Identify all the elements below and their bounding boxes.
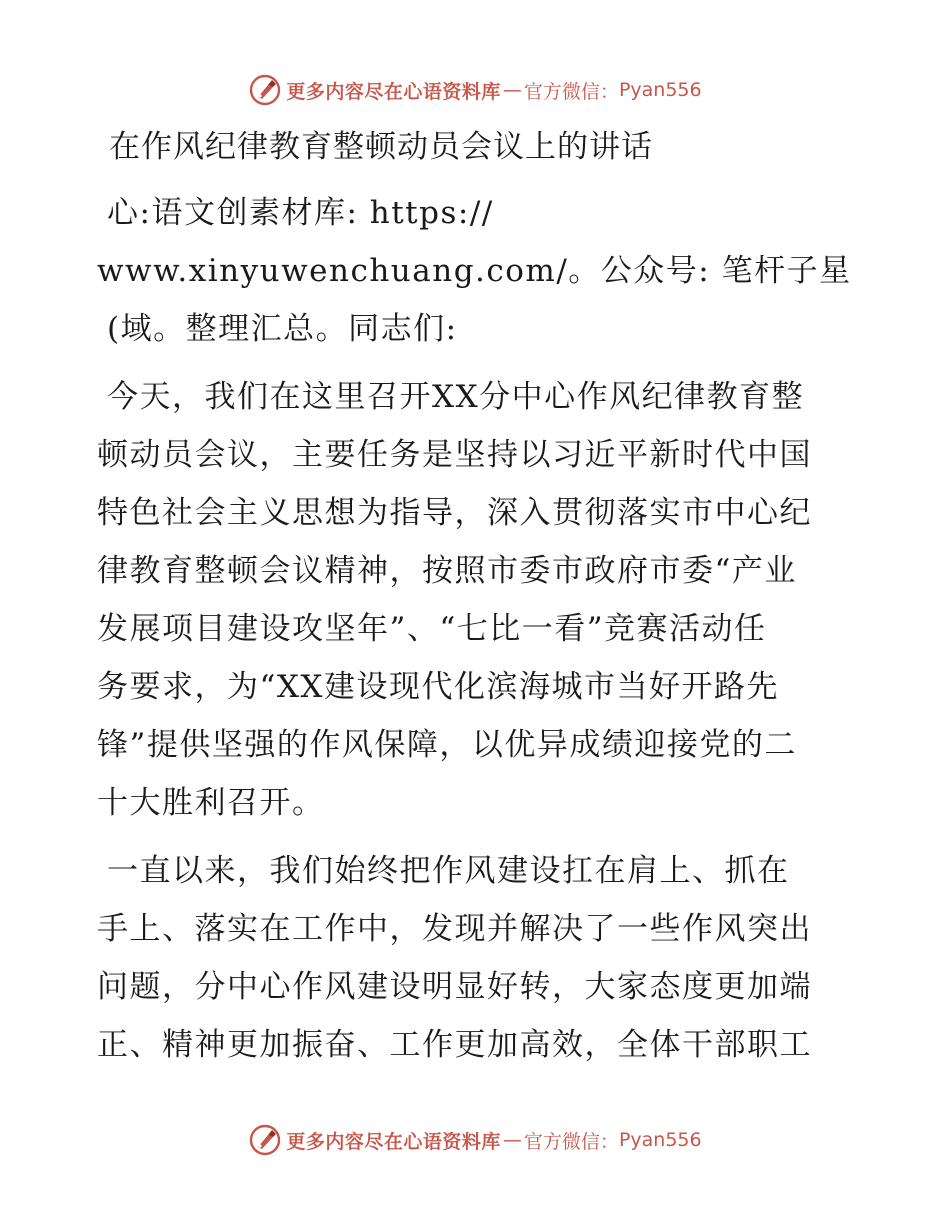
paragraph-line: 发展项目建设攻坚年”、“七比一看”竞赛活动任 [97,611,767,647]
paragraph-line: 顿动员会议，主要任务是坚持以习近平新时代中国 [97,437,812,473]
pen-nib-logo-icon [248,1123,282,1157]
intro-block [97,184,857,358]
paragraph-line: 今天，我们在这里召开XX分中心作风纪律教育整 [107,379,805,415]
paragraph-line: 一直以来，我们始终把作风建设扛在肩上、抓在 [107,853,790,889]
document-title: 在作风纪律教育整顿动员会议上的讲话 [109,129,653,165]
banner-wechat-id: Pyan556 [618,79,702,101]
banner-dash: — [502,79,522,101]
banner-slogan: 更多内容尽在心语资料库 [286,1130,501,1153]
header-banner [0,70,950,110]
intro-line: (域。整理汇总。同志们: [107,311,458,347]
paragraph-line: 特色社会主义思想为指导，深入贯彻落实市中心纪 [97,495,812,531]
paragraph-line: 正、精神更加振奋、工作更加高效，全体干部职工 [97,1027,812,1063]
document-body [97,120,857,1074]
banner-wechat-label: 官方微信： [523,80,619,103]
banner-wechat-id: Pyan556 [618,1129,702,1151]
footer-banner [0,1120,950,1160]
banner-dash: — [502,1129,522,1151]
paragraph-line: 手上、落实在工作中，发现并解决了一些作风突出 [97,911,812,947]
paragraph-2 [97,842,857,1074]
pen-nib-logo-icon [248,73,282,107]
paragraph-line: 问题，分中心作风建设明显好转，大家态度更加端 [97,969,812,1005]
paragraph-line: 锋”提供坚强的作风保障，以优异成绩迎接党的二 [97,727,797,763]
banner-slogan: 更多内容尽在心语资料库 [286,80,501,103]
paragraph-line: 务要求，为“XX建设现代化滨海城市当好开路先 [97,669,779,705]
paragraph-line: 律教育整顿会议精神，按照市委市政府市委“产业 [97,553,797,589]
intro-line: 心:语文创素材库: https:// [107,195,494,231]
banner-wechat-label: 官方微信： [523,1130,619,1153]
paragraph-1 [97,368,857,832]
paragraph-line: 十大胜利召开。 [97,785,325,821]
intro-line: www.xinyuwenchuang.com/。公众号: 笔杆子星 [97,253,852,289]
